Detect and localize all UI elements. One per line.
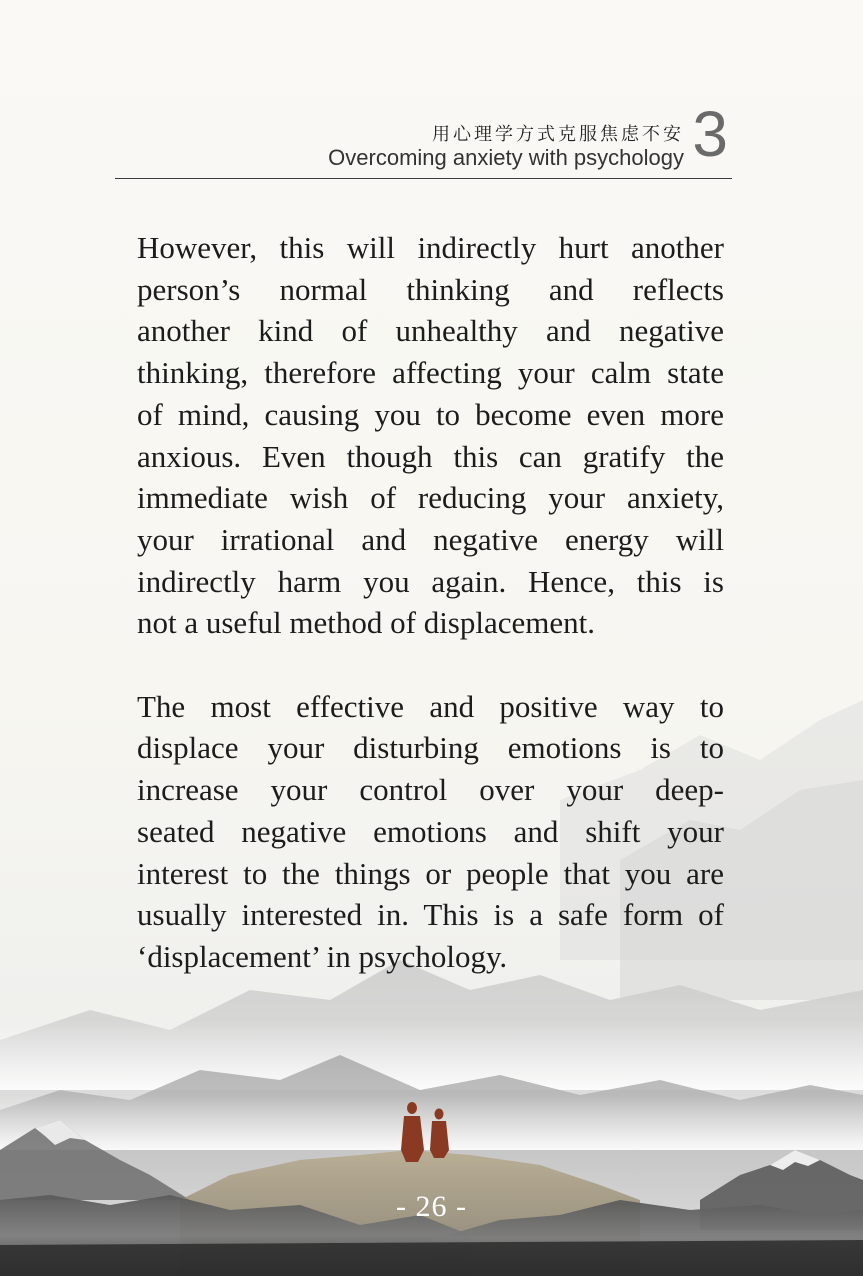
text-line: of mind, causing you to become even more: [137, 396, 724, 432]
page-number: - 26 -: [396, 1190, 467, 1223]
text-line: displace your disturbing emotions is to: [137, 730, 724, 766]
paragraph: [137, 686, 724, 978]
text-line: The most effective and positive way to: [137, 688, 724, 724]
text-line: person’s normal thinking and reflects: [137, 271, 724, 307]
text-line: immediate wish of reducing your anxiety,: [137, 480, 724, 516]
text-line: indirectly harm you again. Hence, this is: [137, 563, 724, 599]
text-line: usually interested in. This is a safe form of: [137, 897, 724, 933]
chapter-number: 3: [692, 98, 728, 170]
text-line: not a useful method of displacement.: [137, 605, 595, 641]
foreground-ink-bottom: [0, 1240, 863, 1276]
body-text: [137, 227, 724, 978]
running-header: [115, 98, 732, 179]
text-line: seated negative emotions and shift your: [137, 813, 724, 849]
text-line: interest to the things or people that you are: [137, 855, 724, 891]
chapter-title-english: Overcoming anxiety with psychology: [328, 145, 684, 170]
text-line: your irrational and negative energy will: [137, 521, 724, 557]
text-line: thinking, therefore affecting your calm state: [137, 355, 724, 391]
text-line: However, this will indirectly hurt another: [137, 230, 724, 265]
text-line: ‘displacement’ in psychology.: [137, 938, 508, 974]
text-line: another kind of unhealthy and negative: [137, 313, 724, 349]
paragraph: [137, 227, 724, 644]
chapter-title-chinese: 用心理学方式克服焦虑不安: [432, 124, 684, 145]
mist-band-1: [0, 1020, 863, 1090]
text-line: anxious. Even though this can gratify the: [137, 438, 724, 474]
text-line: increase your control over your deep-: [137, 772, 724, 808]
